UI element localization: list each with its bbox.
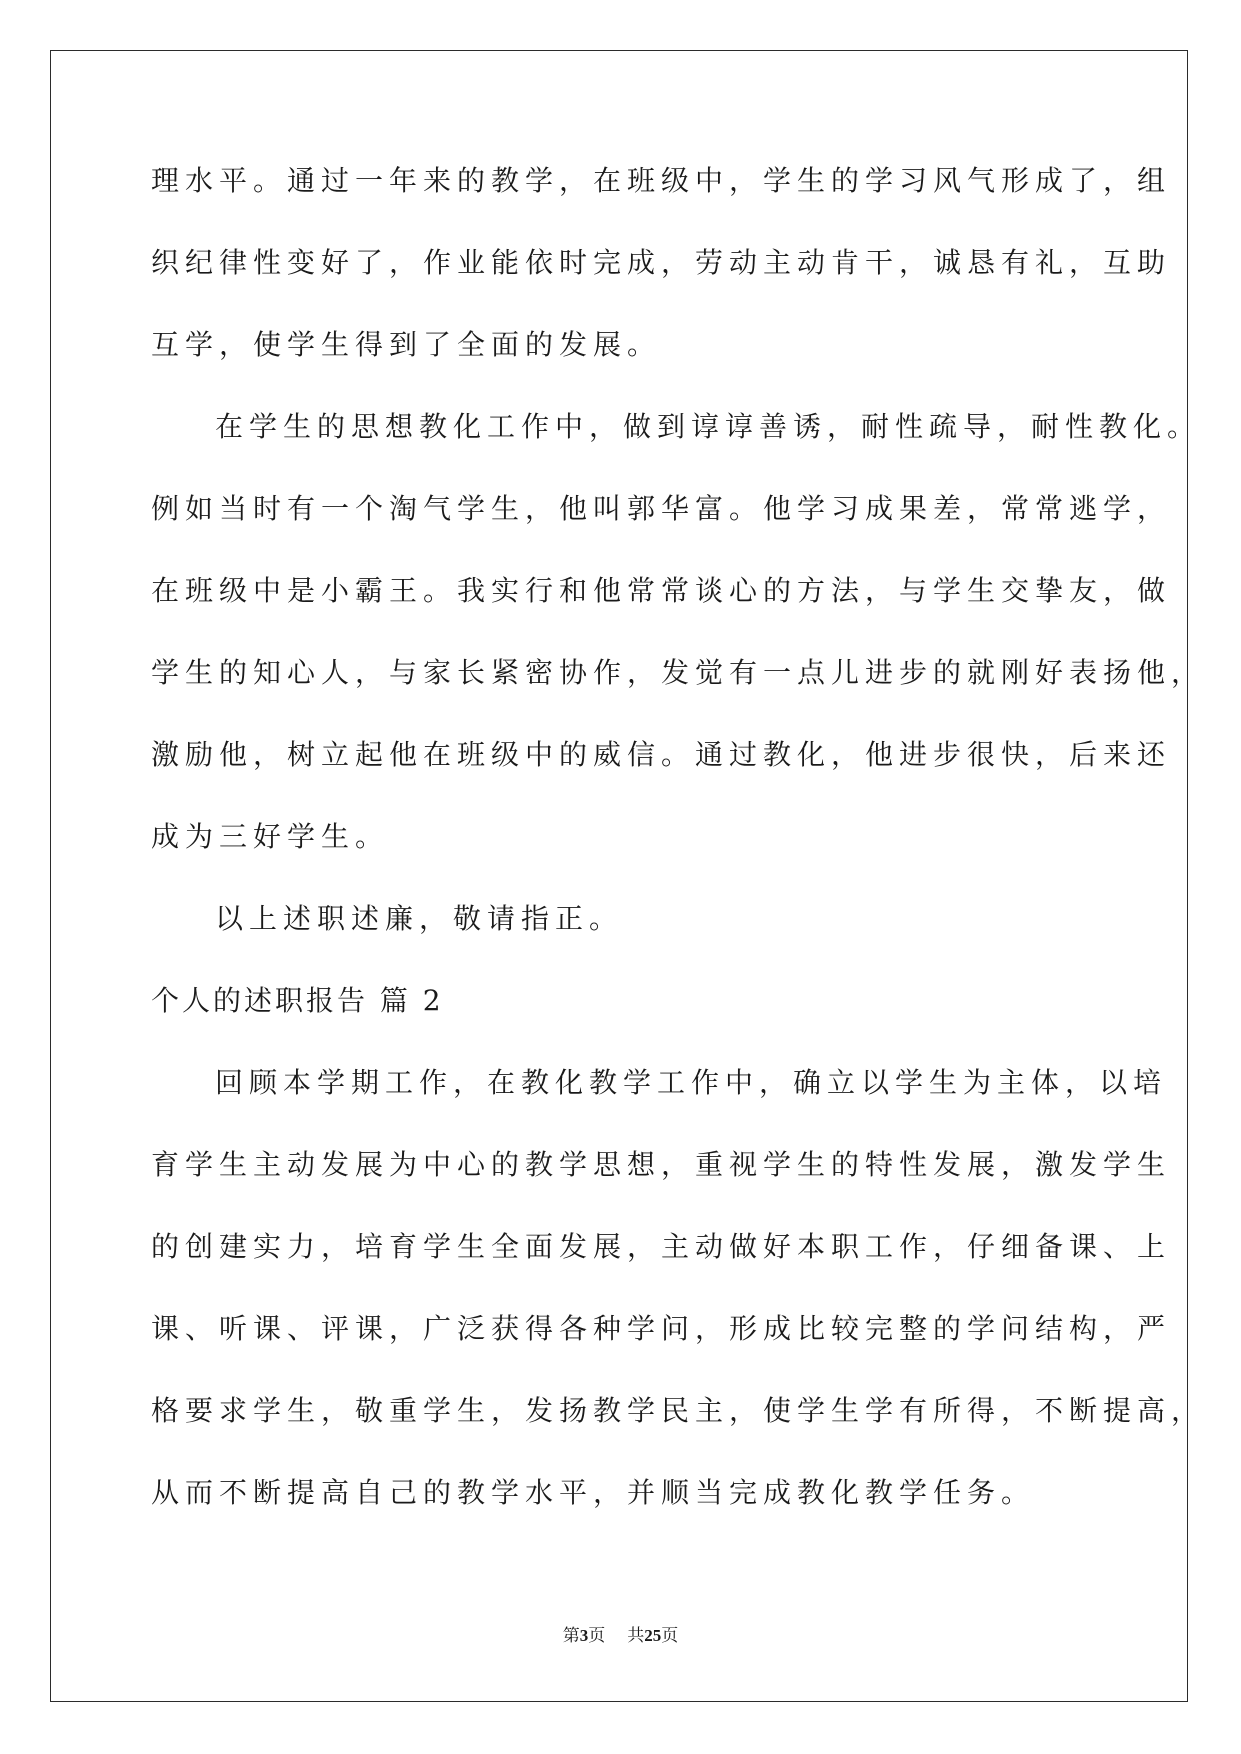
page-footer — [0, 1621, 1241, 1646]
paragraph-line: 激励他，树立起他在班级中的威信。通过教化，他进步很快，后来还 — [151, 738, 1172, 771]
paragraph-line: 回顾本学期工作，在教化教学工作中，确立以学生为主体，以培 — [215, 1066, 1168, 1099]
total-pages-number: 25 — [644, 1626, 662, 1645]
paragraph-line: 在班级中是小霸王。我实行和他常常谈心的方法，与学生交挚友，做 — [151, 574, 1172, 607]
paragraph-line: 从而不断提高自己的教学水平，并顺当完成教化教学任务。 — [151, 1476, 1036, 1509]
footer-total-unit: 页 — [661, 1626, 679, 1646]
paragraph-line: 互学，使学生得到了全面的发展。 — [151, 328, 662, 361]
paragraph-line: 课、听课、评课，广泛获得各种学问，形成比较完整的学问结构，严 — [151, 1312, 1172, 1345]
paragraph-line: 成为三好学生。 — [151, 820, 390, 853]
paragraph-line: 育学生主动发展为中心的教学思想，重视学生的特性发展，激发学生 — [151, 1148, 1172, 1181]
paragraph-line: 学生的知心人，与家长紧密协作，发觉有一点儿进步的就刚好表扬他， — [151, 656, 1206, 689]
footer-page-unit: 页 — [588, 1626, 606, 1646]
paragraph-line: 的创建实力，培育学生全面发展，主动做好本职工作，仔细备课、上 — [151, 1230, 1172, 1263]
current-page-number: 3 — [579, 1626, 589, 1645]
paragraph-line: 理水平。通过一年来的教学，在班级中，学生的学习风气形成了，组 — [151, 164, 1172, 197]
paragraph-line: 格要求学生，敬重学生，发扬教学民主，使学生学有所得，不断提高， — [151, 1394, 1206, 1427]
section-heading: 个人的述职报告 篇 2 — [151, 984, 444, 1017]
paragraph-line: 在学生的思想教化工作中，做到谆谆善诱，耐性疏导，耐性教化。 — [215, 410, 1202, 443]
paragraph-line: 织纪律性变好了，作业能依时完成，劳动主动肯干，诚恳有礼，互助 — [151, 246, 1172, 279]
paragraph-line: 例如当时有一个淘气学生，他叫郭华富。他学习成果差，常常逃学， — [151, 492, 1172, 525]
footer-total-prefix: 共 — [627, 1626, 645, 1646]
paragraph-line: 以上述职述廉，敬请指正。 — [215, 902, 624, 935]
document-body — [151, 160, 1206, 1554]
footer-prefix: 第 — [562, 1626, 580, 1646]
